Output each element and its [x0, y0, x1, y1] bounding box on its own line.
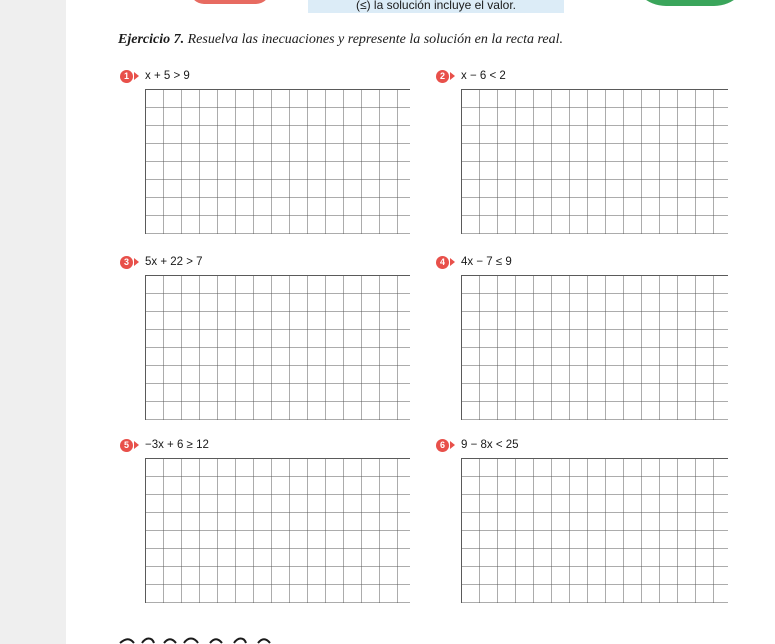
grid-lines — [146, 459, 410, 603]
pointer-arrow-icon — [134, 441, 139, 449]
exercise-heading — [118, 32, 563, 48]
inequality-expression: 9 − 8x < 25 — [461, 439, 519, 451]
grid-lines — [146, 90, 410, 234]
grid-lines — [462, 459, 728, 603]
left-margin — [0, 0, 66, 644]
grid-lines — [462, 90, 728, 234]
pointer-arrow-icon — [450, 72, 455, 80]
problem-number-badge: 4 — [436, 256, 449, 269]
pointer-arrow-icon — [134, 72, 139, 80]
handwriting-scribble — [118, 634, 278, 644]
inequality-expression: 4x − 7 ≤ 9 — [461, 256, 512, 268]
grid-lines — [462, 276, 728, 420]
inequality-expression: 5x + 22 > 7 — [145, 256, 203, 268]
inequality-expression: x − 6 < 2 — [461, 70, 506, 82]
problem-number-badge: 6 — [436, 439, 449, 452]
answer-grid[interactable] — [145, 275, 410, 420]
answer-grid[interactable] — [461, 89, 728, 234]
problem-number-badge: 3 — [120, 256, 133, 269]
exercise-label: Ejercicio 7. — [118, 32, 185, 47]
decorative-shape-red — [190, 0, 270, 4]
answer-grid[interactable] — [145, 89, 410, 234]
pointer-arrow-icon — [450, 258, 455, 266]
problem-number-badge: 1 — [120, 70, 133, 83]
exercise-instruction: Resuelva las inecuaciones y represente la solución en la recta real. — [187, 32, 564, 47]
answer-grid[interactable] — [461, 458, 728, 603]
grid-lines — [146, 276, 410, 420]
answer-grid[interactable] — [145, 458, 410, 603]
inequality-expression: −3x + 6 ≥ 12 — [145, 439, 209, 451]
pointer-arrow-icon — [450, 441, 455, 449]
inequality-expression: x + 5 > 9 — [145, 70, 190, 82]
top-note: (≤) la solución incluye el valor. — [308, 0, 564, 13]
answer-grid[interactable] — [461, 275, 728, 420]
problem-number-badge: 5 — [120, 439, 133, 452]
problem-number-badge: 2 — [436, 70, 449, 83]
pointer-arrow-icon — [134, 258, 139, 266]
